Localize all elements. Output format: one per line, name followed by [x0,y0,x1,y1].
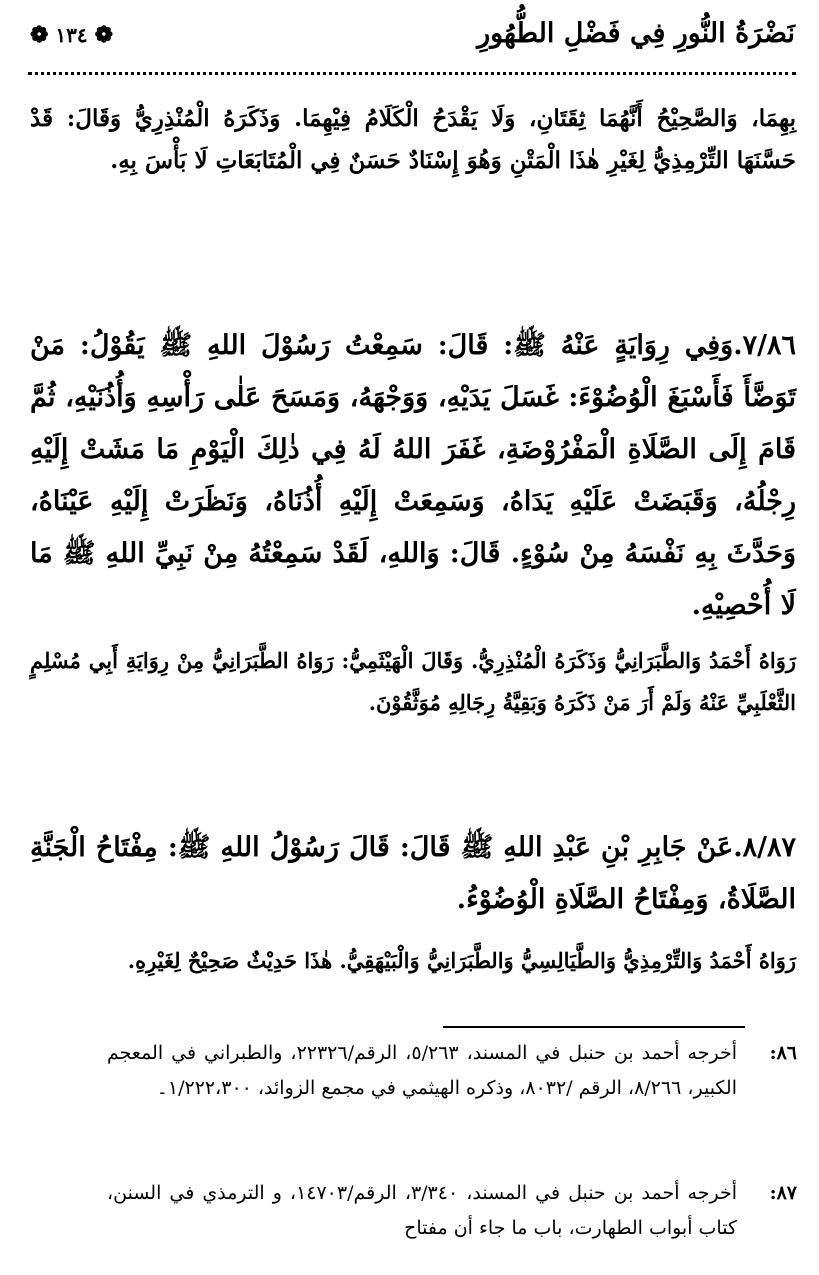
hadith-86 [30,320,796,632]
book-title: نَضْرَةُ النُّورِ فِي فَضْلِ الطُّهُورِ [477,18,795,49]
hadith-87-text: عَنْ جَابِرِ بْنِ عَبْدِ اللهِ ﷺ قَالَ: قَالَ رَسُوْلُ اللهِ ﷺ: مِفْتَاحُ الْجَنَّةِ الصَّلَاةُ، وَمِفْتَاحُ الصَّلَاةِ الْوُضُوْءُ. [30,832,796,915]
page-number-block [30,22,113,48]
intro-paragraph: بِهِمَا، وَالصَّحِيْحُ أَنَّهُمَا ثِقَتَانِ، وَلَا يَقْدَحُ الْكَلَامُ فِيْهِمَا. وَذَكَرَهُ الْمُنْذِرِيُّ وَقَالَ: قَدْ حَسَّنَهَا التِّرْمِذِيُّ لِغَيْرِ هٰذَا الْمَتْنِ وَهُوَ إِسْنَادٌ حَسَنٌ فِي الْمُتَابَعَاتِ لَا بَأْسَ بِهِ. [30,105,796,174]
footnote-86-text: أخرجه أحمد بن حنبل في المسند، ٥/٢٦٣، الرقم/٢٢٣٢٦، والطبراني في المعجم الكبير، ٨/٢٦٦، الرقم /٨٠٣٢، وذكره الهيثمي في مجمع الزوائد، ١/٢٢٢،٣٠٠۔ [107,1042,738,1099]
page-number: ١٣٤ [55,23,88,47]
footnote-87-number: ٨٧: [769,1182,797,1204]
hadith-87 [30,822,796,926]
footnote-87-text: أخرجه أحمد بن حنبل في المسند، ٣/٣٤٠، الرقم/١٤٧٠٣، و الترمذي في السنن، كتاب أبواب الطهارت، باب ما جاء أن مفتاح [107,1182,737,1239]
hadith-86-text: وَفِي رِوَايَةٍ عَنْهُ ﷺ: قَالَ: سَمِعْتُ رَسُوْلَ اللهِ ﷺ يَقُوْلُ: مَنْ تَوَضَّأَ فَأَسْبَغَ الْوُضُوْءَ: غَسَلَ يَدَيْهِ، وَوَجْهَهُ، وَمَسَحَ عَلٰى رَأْسِهِ وَأُذُنَيْهِ، ثُمَّ قَامَ إِلَى الصَّلَاةِ الْمَفْرُوْضَةِ، غَفَرَ اللهُ لَهُ فِي ذٰلِكَ الْيَوْمِ مَا مَشَتْ إِلَيْهِ رِجْلُهُ، وَقَبَضَتْ عَلَيْهِ يَدَاهُ، وَسَمِعَتْ إِلَيْهِ أُذُنَاهُ، وَنَظَرَتْ إِلَيْهِ عَيْنَاهُ، وَحَدَّثَ بِهِ نَفْسَهُ مِنْ سُوْءٍ. قَالَ: وَاللهِ، لَقَدْ سَمِعْتُهُ مِنْ نَبِيِّ اللهِ ﷺ مَا لَا أُحْصِيْهِ. [30,330,796,621]
footnote-86-number: ٨٦: [769,1042,797,1064]
hadith-86-number: ٧/٨٦. [733,330,796,361]
running-header [30,14,795,54]
ornament-left-icon: ❁ [30,22,49,48]
hadith-86-source: رَوَاهُ أَحْمَدُ وَالطَّبَرَانِيُّ وَذَكَرَهُ الْمُنْذِرِيُّ. وَقَالَ الْهَيْثَمِيُّ: رَوَاهُ الطَّبَرَانِيُّ مِنْ رِوَايَةِ أَبِي مُسْلِمٍ الثَّعْلَبِيِّ عَنْهُ وَلَمْ أَرَ مَنْ ذَكَرَهُ وَبَقِيَّةُ رِجَالِهِ مُوَثَّقُوْنَ. [30,648,796,715]
footnote-separator [443,1026,745,1028]
ornament-right-icon: ❁ [94,22,114,48]
header-dotted-rule [28,72,796,75]
hadith-87-number: ٨/٨٧. [733,832,796,863]
hadith-87-source: رَوَاهُ أَحْمَدُ وَالتِّرْمِذِيُّ وَالطَّيَالِسِيُّ وَالطَّبَرَانِيُّ وَالْبَيْهَقِيُّ. هٰذَا حَدِيْثٌ صَحِيْحٌ لِغَيْرِهِ. [127,948,796,973]
